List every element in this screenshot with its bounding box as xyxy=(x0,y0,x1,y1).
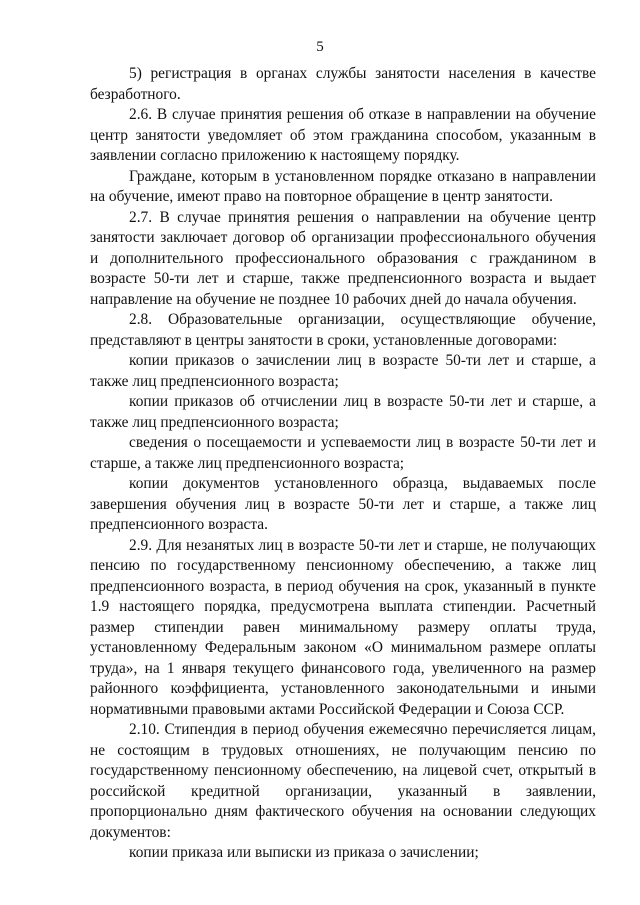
list-item-enrollment-orders: копии приказов о зачислении лиц в возрасте 50-ти лет и старше, а также лиц предпенсионного возраста; xyxy=(90,352,596,390)
list-item-enrollment-order-copy: копии приказа или выписки из приказа о зачислении; xyxy=(129,844,479,861)
page-number: 5 xyxy=(316,39,324,55)
list-item-attendance-info: сведения о посещаемости и успеваемости лиц в возрасте 50-ти лет и старше, а также лиц предпенсионного возраста; xyxy=(90,434,596,472)
paragraph-2-9: 2.9. Для незанятых лиц в возрасте 50-ти лет и старше, не получающих пенсию по государственному пенсионному обеспечению, а также лиц предпенсионного возраста, в период обучения на срок, указанный в пункте 1.9 настоящего порядка, предусмотрена выплата стипендии. Расчетный размер стипендии равен минимальному размеру оплаты труда, установленному Федеральным законом «О минимальном размере оплаты труда», на 1 января текущего финансового года, увеличенного на размер районного коэффициента, установленного законодательными и иными нормативными правовыми актами Российской Федерации и Союза ССР. xyxy=(90,536,596,718)
paragraph-refusal-note: Граждане, которым в установленном порядке отказано в направлении на обучение, имеют право на повторное обращение в центр занятости. xyxy=(90,167,596,205)
paragraph-2-7: 2.7. В случае принятия решения о направлении на обучение центр занятости заключает договор об организации профессионального обучения и дополнительного профессионального образования с гражданином в возрасте 50-ти лет и старше, также предпенсионного возраста и выдает направление на обучение не позднее 10 рабочих дней до начала обучения. xyxy=(90,208,596,308)
paragraph-item-5: 5) регистрация в органах службы занятости населения в качестве безработного. xyxy=(90,65,596,103)
paragraph-2-8: 2.8. Образовательные организации, осуществляющие обучение, представляют в центры занятости в сроки, установленные договорами: xyxy=(90,311,596,349)
list-item-completion-documents: копии документов установленного образца, выдаваемых после завершения обучения лиц в возрасте 50-ти лет и старше, а также лиц предпенсионного возраста. xyxy=(90,475,596,533)
paragraph-2-10: 2.10. Стипендия в период обучения ежемесячно перечисляется лицам, не состоящим в трудовых отношениях, не получающим пенсию по государственному пенсионному обеспечению, на лицевой счет, открытый в российской кредитной организации, указанный в заявлении, пропорционально дням фактического обучения на основании следующих документов: xyxy=(90,721,596,841)
paragraph-2-6: 2.6. В случае принятия решения об отказе в направлении на обучение центр занятости уведомляет об этом гражданина способом, указанным в заявлении согласно приложению к настоящему порядку. xyxy=(90,106,596,164)
list-item-expulsion-orders: копии приказов об отчислении лиц в возрасте 50-ти лет и старше, а также лиц предпенсионного возраста; xyxy=(90,393,596,431)
document-body xyxy=(90,64,596,864)
